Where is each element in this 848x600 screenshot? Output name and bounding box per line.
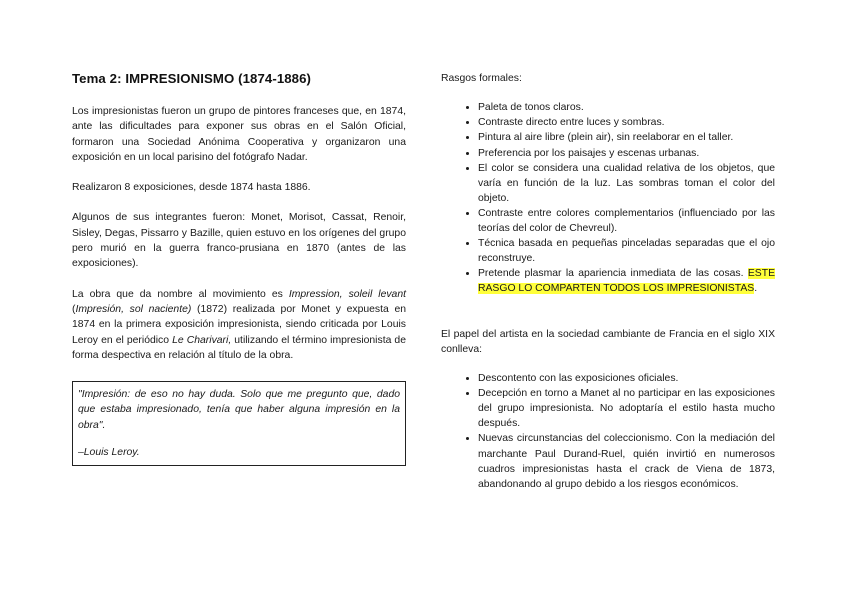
formal-features-list — [441, 100, 775, 296]
quote-box — [72, 381, 406, 466]
origin-text-1: La obra que da nombre al movimiento es — [72, 288, 289, 300]
list-item: • El color se considera una cualidad relativa de los objetos, que varía en función de la luz. Las sombras toman el color del objeto. — [478, 161, 775, 206]
quote-author: –Louis Leroy. — [78, 447, 140, 459]
list-item: • Paleta de tonos claros. — [478, 100, 775, 115]
origin-title-fr: Impression, soleil levant — [288, 288, 406, 300]
intro-paragraph: Los impresionistas fueron un grupo de pintores franceses que, en 1874, ante las dificultades para exponer sus obras en el Salón Oficial, formaron una Sociedad Anónima Cooperativa y organizaron una exposición en un local parisino del fotógrafo Nadar. — [72, 106, 406, 163]
origin-text-4: utilizando el término impresionista de forma despectiva en relación al título de la obra. — [72, 334, 406, 361]
origin-paragraph — [72, 287, 406, 363]
right-column — [441, 71, 775, 522]
list-item: • Descontento con las exposiciones oficiales. — [478, 371, 775, 386]
list-item: • Nuevas circunstancias del coleccionismo. Con la mediación del marchante Paul Durand-Ruel, quién invirtió en numerosos cuadros impresionistas hasta el crack de Viena de 1873, abandonando al grupo debido a los riesgos económicos. — [478, 431, 775, 491]
list-item: • Técnica basada en pequeñas pinceladas separadas que el ojo reconstruye. — [478, 236, 775, 266]
left-column — [72, 71, 406, 466]
list-item-highlighted — [478, 266, 775, 296]
list-item: • Contraste directo entre luces y sombras. — [478, 115, 775, 130]
exhibitions-paragraph: Realizaron 8 exposiciones, desde 1874 hasta 1886. — [72, 182, 311, 194]
origin-text-2: ( — [72, 303, 76, 315]
quote-text: "Impresión: de eso no hay duda. Solo que me pregunto que, dado que estaba impresionado, tenía que haber alguna impresión en la obra". — [78, 389, 400, 431]
origin-newspaper: Le Charivari, — [172, 334, 232, 346]
members-paragraph: Algunos de sus integrantes fueron: Monet, Morisot, Cassat, Renoir, Sisley, Degas, Pissarro y Bazille, quien estuvo en los orígenes del grupo pero murió en la guerra franco-prusiana en 1870 (antes de las exposiciones). — [72, 212, 406, 270]
formal-features-heading: Rasgos formales: — [441, 73, 522, 84]
last-item-text: Pretende plasmar la apariencia inmediata de las cosas. — [478, 268, 748, 280]
page-title: Tema 2: IMPRESIONISMO (1874-1886) — [72, 71, 312, 86]
origin-title-es: Impresión, sol naciente) — [75, 303, 192, 315]
last-item-end: . — [754, 283, 758, 295]
highlighted-text: ESTE RASGO LO COMPARTEN TODOS LOS IMPRESIONISTAS — [478, 268, 775, 295]
artist-role-heading: El papel del artista en la sociedad cambiante de Francia en el siglo XIX conlleva: — [441, 328, 775, 355]
list-item: • Pintura al aire libre (plein air), sin reelaborar en el taller. — [478, 130, 775, 145]
list-item: • Decepción en torno a Manet al no participar en las exposiciones del grupo impresionista. No adoptaría el estilo hasta mucho después. — [478, 386, 775, 431]
artist-role-list — [441, 371, 775, 492]
origin-text-3: (1872) realizada por Monet y expuesta en 1874 en la primera exposición impresionista, siendo criticada por Louis Leroy en el periódico — [72, 303, 407, 346]
list-item: • Contraste entre colores complementarios (influenciado por las teorías del color de Chevreul). — [478, 206, 775, 236]
list-item: • Preferencia por los paisajes y escenas urbanas. — [478, 146, 775, 161]
